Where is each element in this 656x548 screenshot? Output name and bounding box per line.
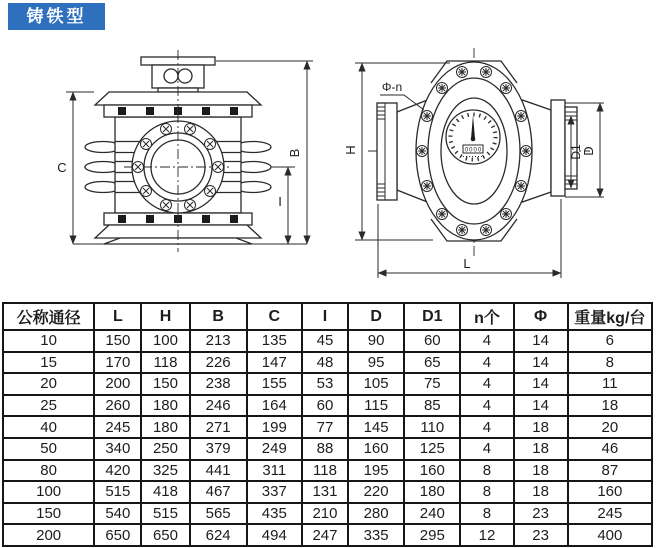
spec-table-cell: 131 bbox=[302, 481, 348, 503]
spec-table-cell: 14 bbox=[514, 395, 568, 417]
spec-table-header-cell: D bbox=[348, 303, 404, 330]
spec-table-cell: 8 bbox=[460, 503, 513, 525]
spec-table-row bbox=[3, 503, 652, 525]
spec-table-cell: 226 bbox=[190, 352, 247, 374]
spec-table-cell: 515 bbox=[94, 481, 141, 503]
spec-table-cell: 245 bbox=[94, 416, 141, 438]
spec-table-cell: 180 bbox=[141, 395, 189, 417]
spec-table-cell: 46 bbox=[568, 438, 652, 460]
spec-table-cell: 145 bbox=[348, 416, 404, 438]
spec-table-cell: 494 bbox=[247, 524, 302, 546]
spec-table-cell: 180 bbox=[141, 416, 189, 438]
spec-table-cell: 220 bbox=[348, 481, 404, 503]
spec-table-cell: 110 bbox=[404, 416, 460, 438]
spec-table-head-row bbox=[3, 303, 652, 330]
spec-table-row bbox=[3, 330, 652, 352]
spec-table-cell: 100 bbox=[3, 481, 94, 503]
spec-table-header-cell: Φ bbox=[514, 303, 568, 330]
front-view-drawing bbox=[57, 50, 313, 252]
spec-table-cell: 95 bbox=[348, 352, 404, 374]
spec-table-row bbox=[3, 395, 652, 417]
spec-table-row bbox=[3, 438, 652, 460]
spec-table-cell: 195 bbox=[348, 460, 404, 482]
spec-table-header-cell: n个 bbox=[460, 303, 513, 330]
dim-label-i: I bbox=[278, 194, 282, 209]
dim-label-c: C bbox=[57, 160, 67, 175]
spec-table-cell: 90 bbox=[348, 330, 404, 352]
spec-table-cell: 150 bbox=[3, 503, 94, 525]
spec-table-cell: 435 bbox=[247, 503, 302, 525]
spec-table-cell: 8 bbox=[460, 460, 513, 482]
spec-table-cell: 4 bbox=[460, 416, 513, 438]
spec-table-cell: 199 bbox=[247, 416, 302, 438]
spec-table-body bbox=[3, 330, 652, 546]
spec-table-cell: 379 bbox=[190, 438, 247, 460]
spec-table-cell: 337 bbox=[247, 481, 302, 503]
spec-table-cell: 155 bbox=[247, 373, 302, 395]
spec-table-cell: 246 bbox=[190, 395, 247, 417]
spec-table-cell: 18 bbox=[514, 481, 568, 503]
spec-table-cell: 14 bbox=[514, 373, 568, 395]
spec-table-cell: 20 bbox=[568, 416, 652, 438]
spec-table-cell: 247 bbox=[302, 524, 348, 546]
spec-table-cell: 295 bbox=[404, 524, 460, 546]
spec-table-cell: 150 bbox=[94, 330, 141, 352]
spec-table-cell: 50 bbox=[3, 438, 94, 460]
spec-table-cell: 335 bbox=[348, 524, 404, 546]
spec-table-cell: 10 bbox=[3, 330, 94, 352]
spec-table-cell: 77 bbox=[302, 416, 348, 438]
spec-table-wrap bbox=[2, 302, 653, 547]
spec-table-header-cell: 公称通径 bbox=[3, 303, 94, 330]
spec-table-row bbox=[3, 416, 652, 438]
spec-table-cell: 4 bbox=[460, 373, 513, 395]
spec-table-cell: 18 bbox=[514, 460, 568, 482]
spec-table-header-cell: B bbox=[190, 303, 247, 330]
spec-table-cell: 147 bbox=[247, 352, 302, 374]
spec-table-cell: 100 bbox=[141, 330, 189, 352]
spec-table-cell: 23 bbox=[514, 503, 568, 525]
spec-table-cell: 6 bbox=[568, 330, 652, 352]
dim-label-d: D bbox=[581, 146, 596, 156]
spec-table-header-cell: C bbox=[247, 303, 302, 330]
dim-label-phi-n: Φ-n bbox=[381, 80, 403, 94]
spec-table-row bbox=[3, 352, 652, 374]
spec-table-cell: 280 bbox=[348, 503, 404, 525]
spec-table-cell: 249 bbox=[247, 438, 302, 460]
spec-table-cell: 45 bbox=[302, 330, 348, 352]
spec-table-cell: 160 bbox=[404, 460, 460, 482]
spec-table bbox=[2, 302, 653, 547]
spec-table-cell: 164 bbox=[247, 395, 302, 417]
spec-table-cell: 325 bbox=[141, 460, 189, 482]
spec-table-header-cell: L bbox=[94, 303, 141, 330]
spec-table-cell: 18 bbox=[568, 395, 652, 417]
spec-table-row bbox=[3, 524, 652, 546]
spec-table-cell: 160 bbox=[348, 438, 404, 460]
spec-table-cell: 340 bbox=[94, 438, 141, 460]
spec-table-cell: 213 bbox=[190, 330, 247, 352]
spec-table-cell: 60 bbox=[404, 330, 460, 352]
spec-table-cell: 565 bbox=[190, 503, 247, 525]
spec-table-cell: 441 bbox=[190, 460, 247, 482]
spec-table-cell: 87 bbox=[568, 460, 652, 482]
spec-table-cell: 11 bbox=[568, 373, 652, 395]
spec-table-cell: 25 bbox=[3, 395, 94, 417]
spec-table-cell: 4 bbox=[460, 352, 513, 374]
spec-table-cell: 260 bbox=[94, 395, 141, 417]
spec-table-cell: 170 bbox=[94, 352, 141, 374]
dim-label-b: B bbox=[287, 148, 302, 158]
dim-label-l: L bbox=[463, 256, 471, 271]
spec-table-cell: 311 bbox=[247, 460, 302, 482]
spec-table-cell: 18 bbox=[514, 438, 568, 460]
spec-table-cell: 271 bbox=[190, 416, 247, 438]
spec-table-header-cell: I bbox=[302, 303, 348, 330]
spec-table-cell: 540 bbox=[94, 503, 141, 525]
spec-table-cell: 125 bbox=[404, 438, 460, 460]
spec-table-cell: 150 bbox=[141, 373, 189, 395]
spec-table-cell: 400 bbox=[568, 524, 652, 546]
spec-table-cell: 420 bbox=[94, 460, 141, 482]
spec-table-cell: 80 bbox=[3, 460, 94, 482]
spec-table-cell: 40 bbox=[3, 416, 94, 438]
spec-table-cell: 650 bbox=[141, 524, 189, 546]
spec-table-cell: 4 bbox=[460, 330, 513, 352]
spec-table-cell: 4 bbox=[460, 395, 513, 417]
side-view-drawing bbox=[343, 48, 604, 278]
spec-table-cell: 105 bbox=[348, 373, 404, 395]
spec-table-cell: 200 bbox=[94, 373, 141, 395]
spec-table-cell: 60 bbox=[302, 395, 348, 417]
spec-table-cell: 118 bbox=[141, 352, 189, 374]
spec-table-cell: 467 bbox=[190, 481, 247, 503]
dim-label-h: H bbox=[343, 145, 358, 155]
spec-table-header-cell: D1 bbox=[404, 303, 460, 330]
spec-table-cell: 65 bbox=[404, 352, 460, 374]
spec-table-cell: 18 bbox=[514, 416, 568, 438]
spec-table-cell: 48 bbox=[302, 352, 348, 374]
spec-table-row bbox=[3, 460, 652, 482]
spec-table-cell: 85 bbox=[404, 395, 460, 417]
spec-table-cell: 14 bbox=[514, 330, 568, 352]
spec-table-row bbox=[3, 373, 652, 395]
spec-table-cell: 515 bbox=[141, 503, 189, 525]
spec-table-cell: 238 bbox=[190, 373, 247, 395]
spec-table-cell: 12 bbox=[460, 524, 513, 546]
spec-table-cell: 250 bbox=[141, 438, 189, 460]
spec-table-cell: 20 bbox=[3, 373, 94, 395]
spec-table-cell: 88 bbox=[302, 438, 348, 460]
spec-table-cell: 418 bbox=[141, 481, 189, 503]
gauge-counter: 0000 bbox=[464, 147, 483, 154]
spec-table-cell: 118 bbox=[302, 460, 348, 482]
spec-table-cell: 4 bbox=[460, 438, 513, 460]
spec-table-cell: 53 bbox=[302, 373, 348, 395]
spec-table-cell: 245 bbox=[568, 503, 652, 525]
spec-table-cell: 200 bbox=[3, 524, 94, 546]
spec-table-cell: 8 bbox=[568, 352, 652, 374]
spec-table-row bbox=[3, 481, 652, 503]
spec-table-header-cell: 重量kg/台 bbox=[568, 303, 652, 330]
spec-table-cell: 180 bbox=[404, 481, 460, 503]
spec-table-cell: 650 bbox=[94, 524, 141, 546]
spec-table-cell: 160 bbox=[568, 481, 652, 503]
spec-table-cell: 23 bbox=[514, 524, 568, 546]
spec-table-cell: 135 bbox=[247, 330, 302, 352]
spec-table-header-cell: H bbox=[141, 303, 189, 330]
spec-table-cell: 8 bbox=[460, 481, 513, 503]
type-badge: 铸铁型 bbox=[8, 3, 105, 30]
spec-table-cell: 240 bbox=[404, 503, 460, 525]
spec-table-cell: 624 bbox=[190, 524, 247, 546]
dim-label-d1: D1 bbox=[569, 144, 583, 160]
spec-table-cell: 75 bbox=[404, 373, 460, 395]
spec-table-cell: 15 bbox=[3, 352, 94, 374]
spec-table-cell: 115 bbox=[348, 395, 404, 417]
spec-table-cell: 210 bbox=[302, 503, 348, 525]
spec-table-cell: 14 bbox=[514, 352, 568, 374]
